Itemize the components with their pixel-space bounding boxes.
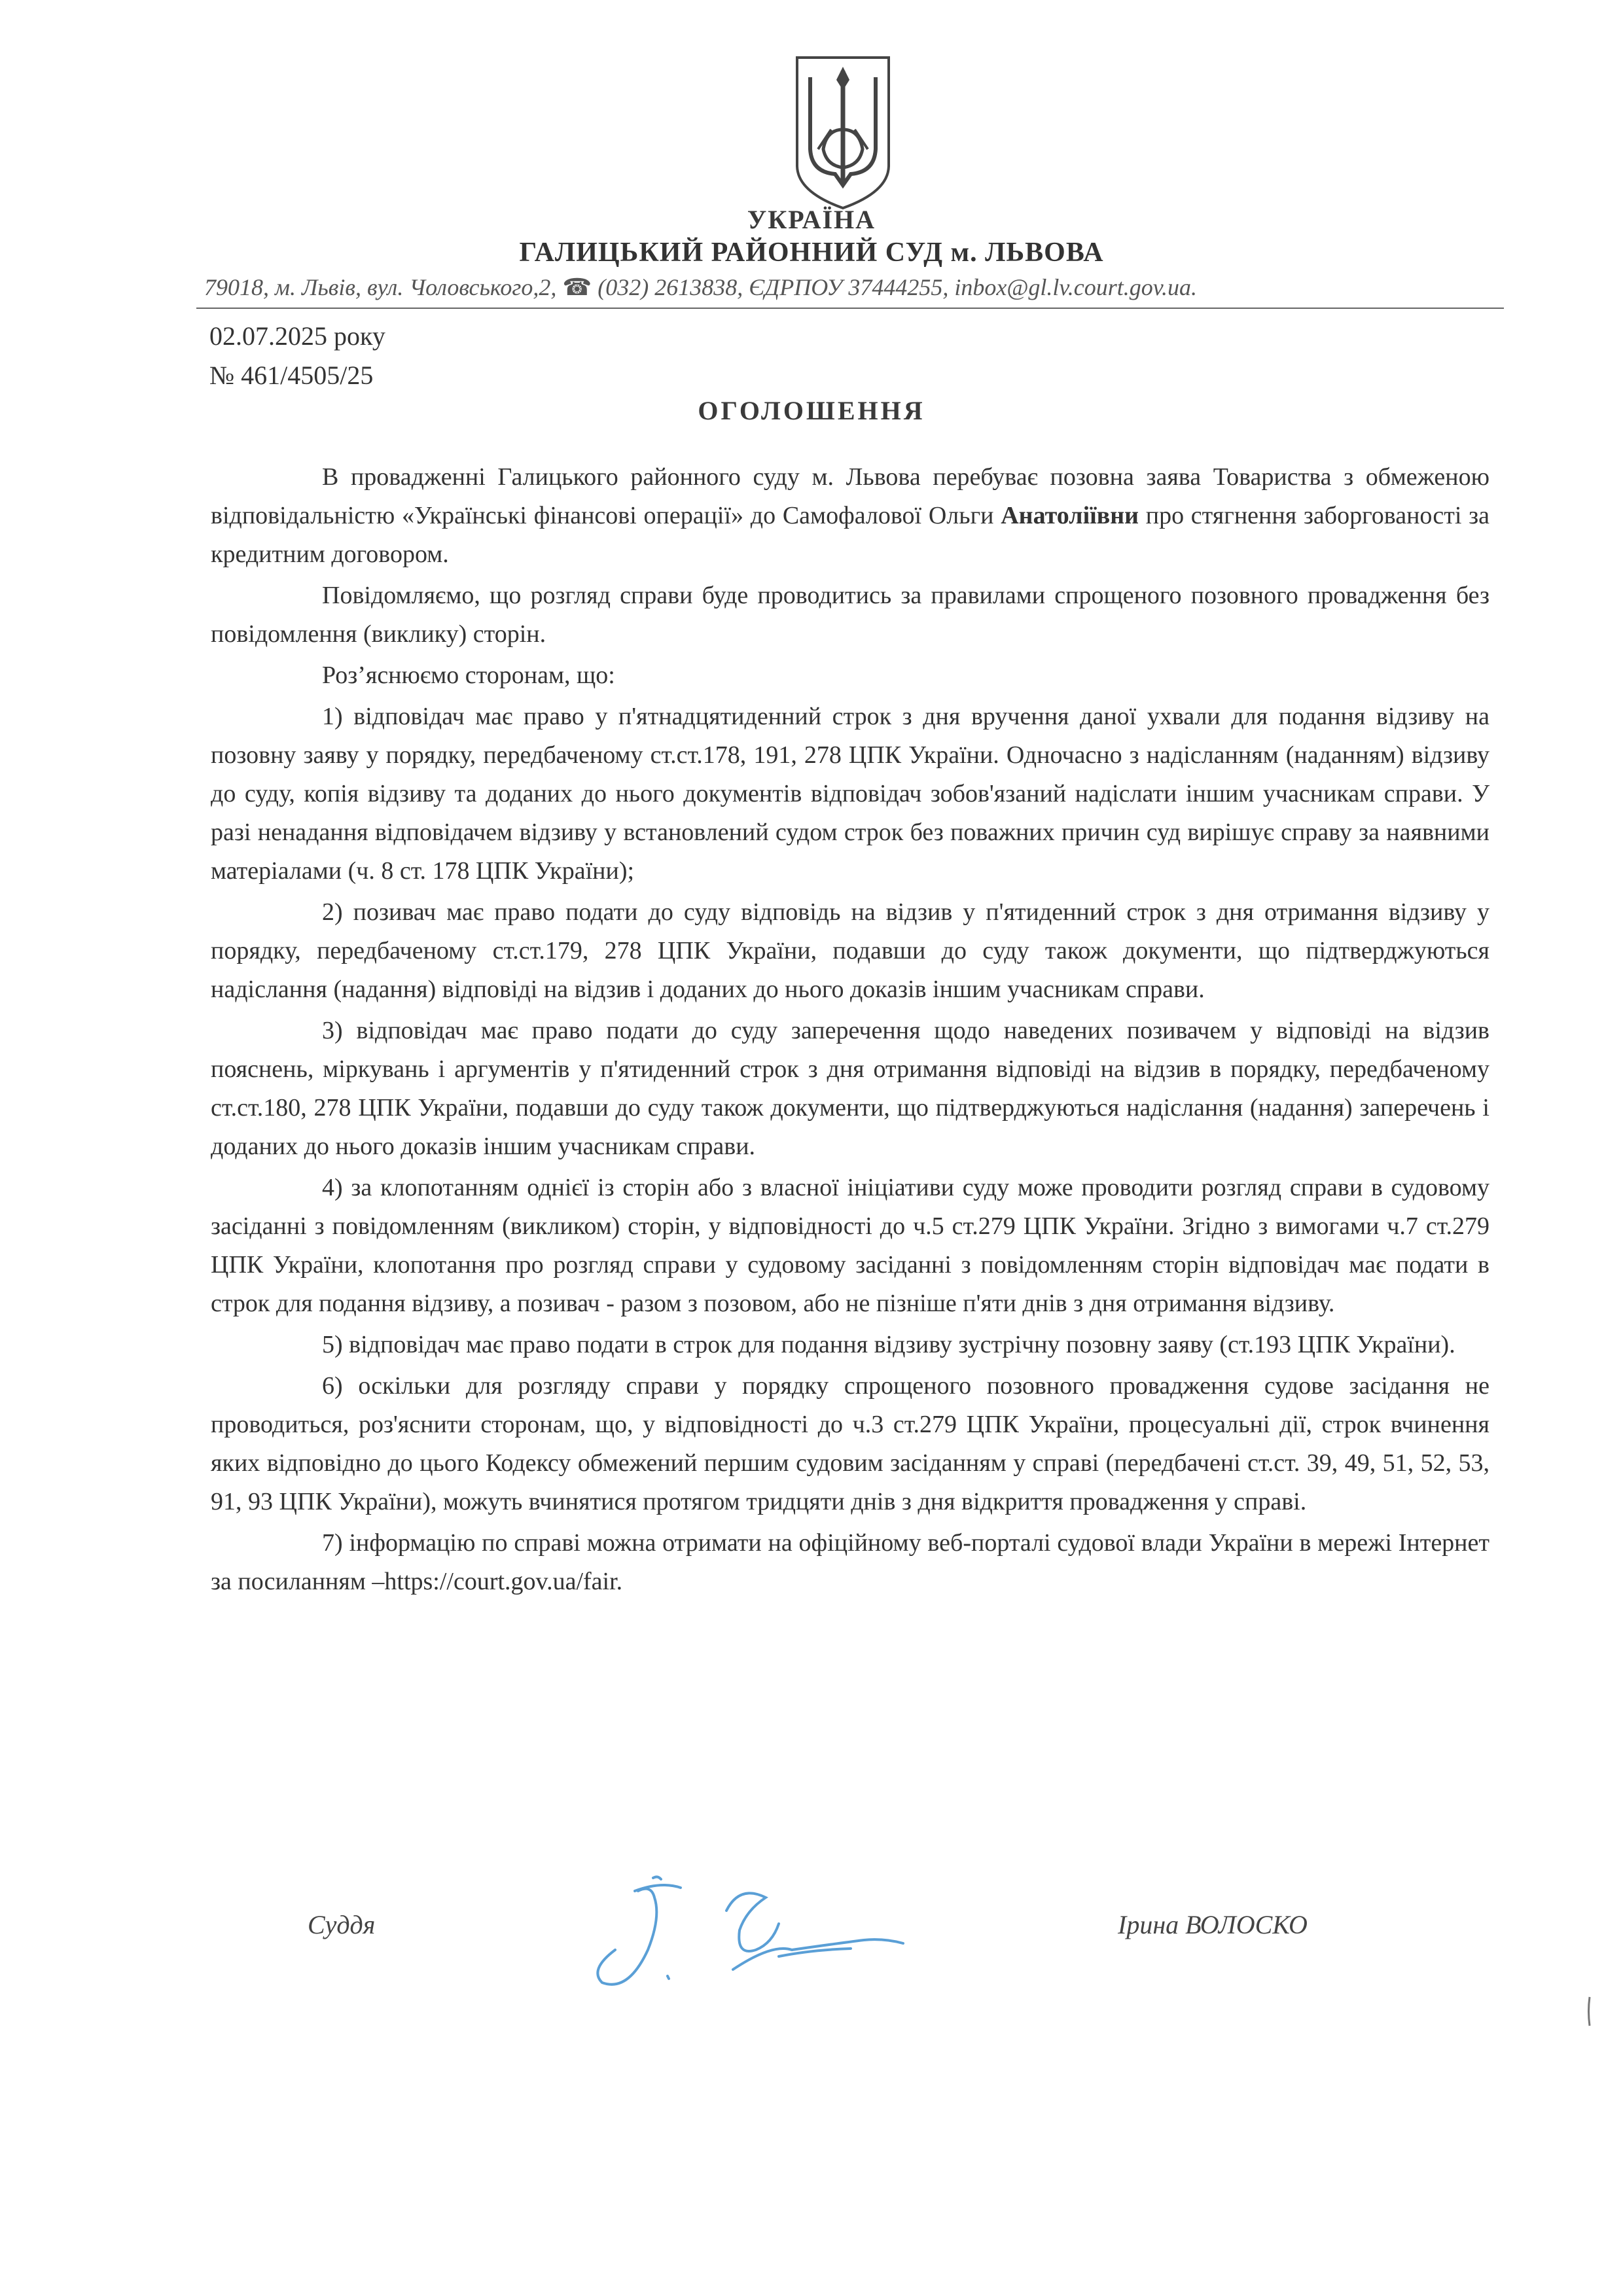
document-title: ОГОЛОШЕННЯ: [698, 396, 925, 425]
court-contacts-details: (032) 2613838, ЄДРПОУ 37444255, inbox@gl.lv.court.gov.ua.: [597, 274, 1198, 300]
document-body: [211, 458, 1489, 1604]
intro-paragraph: В провадженні Галицького районного суду м. Львова перебуває позовна заява Товариства з обмеженою відповідальністю «Українські фінансові операції» до Самофалової Ольги Анатоліївни про стягнення заборгованості за кредитним договором.: [211, 463, 1489, 568]
list-item: 3) відповідач має право подати до суду заперечення щодо наведених позивачем у відповіді на відзив пояснень, міркувань і аргументів у п'ятиденний строк з дня отримання відповіді на відзив в порядку, передбаченому ст.ст.180, 278 ЦПК України, подавши до суду також документи, що підтверджуються надіслання (надання) заперечень і доданих до нього доказів іншим учасникам справи.: [211, 1017, 1489, 1160]
explain-paragraph: Роз’яснюємо сторонам, що:: [322, 662, 615, 689]
list-item: 7) інформацію по справі можна отримати на офіційному веб-порталі судової влади України в мережі Інтернет за посиланням –https://court.gov.ua/fair.: [211, 1529, 1489, 1595]
document-date: 02.07.2025 року: [209, 321, 385, 351]
phone-icon: ☎: [562, 274, 592, 300]
signatory-role: Суддя: [308, 1910, 376, 1939]
list-item: 1) відповідач має право у п'ятнадцятиденний строк з дня вручення даної ухвали для подання відзиву на позовну заяву у порядку, передбаченому ст.ст.178, 191, 278 ЦПК України. Одночасно з надісланням (наданням) відзиву до суду, копія відзиву та доданих до нього документів відповідач зобов'язаний надіслати іншим учасникам справи. У разі ненадання відповідачем відзиву у встановлений судом строк без поважних причин суд вирішує справу за наявними матеріалами (ч. 8 ст. 178 ЦПК України);: [211, 703, 1489, 885]
scan-mark: [1586, 1996, 1592, 2027]
court-contacts: [204, 274, 1487, 301]
court-name-heading: ГАЛИЦЬКИЙ РАЙОННИЙ СУД м. ЛЬВОВА: [519, 238, 1104, 268]
trident-emblem-icon: [791, 51, 895, 211]
defendant-name: Анатоліївни: [1001, 502, 1139, 529]
handwritten-signature: [576, 1871, 942, 1996]
list-item: 2) позивач має право подати до суду відповідь на відзив у п'ятиденний строк з дня отримання відзиву у порядку, передбаченому ст.ст.179, 278 ЦПК України, подавши до суду також документи, що підтверджуються надіслання (надання) відповіді на відзив і доданих до нього доказів іншим учасникам справи.: [211, 898, 1489, 1003]
country-heading: УКРАЇНА: [747, 205, 876, 234]
list-item: 4) за клопотанням однієї із сторін або з власної ініціативи суду може проводити розгляд справи в судовому засіданні з повідомленням (викликом) сторін, у відповідності до ч.5 ст.279 ЦПК України. Згідно з вимогами ч.7 ст.279 ЦПК України, клопотання про розгляд справи у судовому засіданні з повідомленням сторін відповідач має подати в строк для подання відзиву, а позивач - разом з позовом, або не пізніше п'яти днів з дня отримання відзиву.: [211, 1174, 1489, 1317]
list-item: 6) оскільки для розгляду справи у порядку спрощеного позовного провадження судове засідання не проводиться, роз'яснити сторонам, що, у відповідності до ч.3 ст.279 ЦПК України, процесуальні дії, строк вчинення яких відповідно до цього Кодексу обмежений першим судовим засіданням у справі (передбачені ст.ст. 39, 49, 51, 52, 53, 91, 93 ЦПК України), можуть вчинятися протягом тридцяти днів з дня відкриття провадження у справі.: [211, 1372, 1489, 1515]
notice-paragraph: Повідомляємо, що розгляд справи буде проводитись за правилами спрощеного позовного провадження без повідомлення (виклику) сторін.: [211, 582, 1489, 648]
list-item: 5) відповідач має право подати в строк для подання відзиву зустрічну позовну заяву (ст.193 ЦПК України).: [322, 1331, 1455, 1358]
header-divider: [196, 308, 1504, 309]
court-address: 79018, м. Львів, вул. Чоловського,2,: [204, 274, 563, 300]
signatory-name: Ірина ВОЛОСКО: [1118, 1910, 1308, 1939]
case-number: № 461/4505/25: [209, 361, 374, 390]
